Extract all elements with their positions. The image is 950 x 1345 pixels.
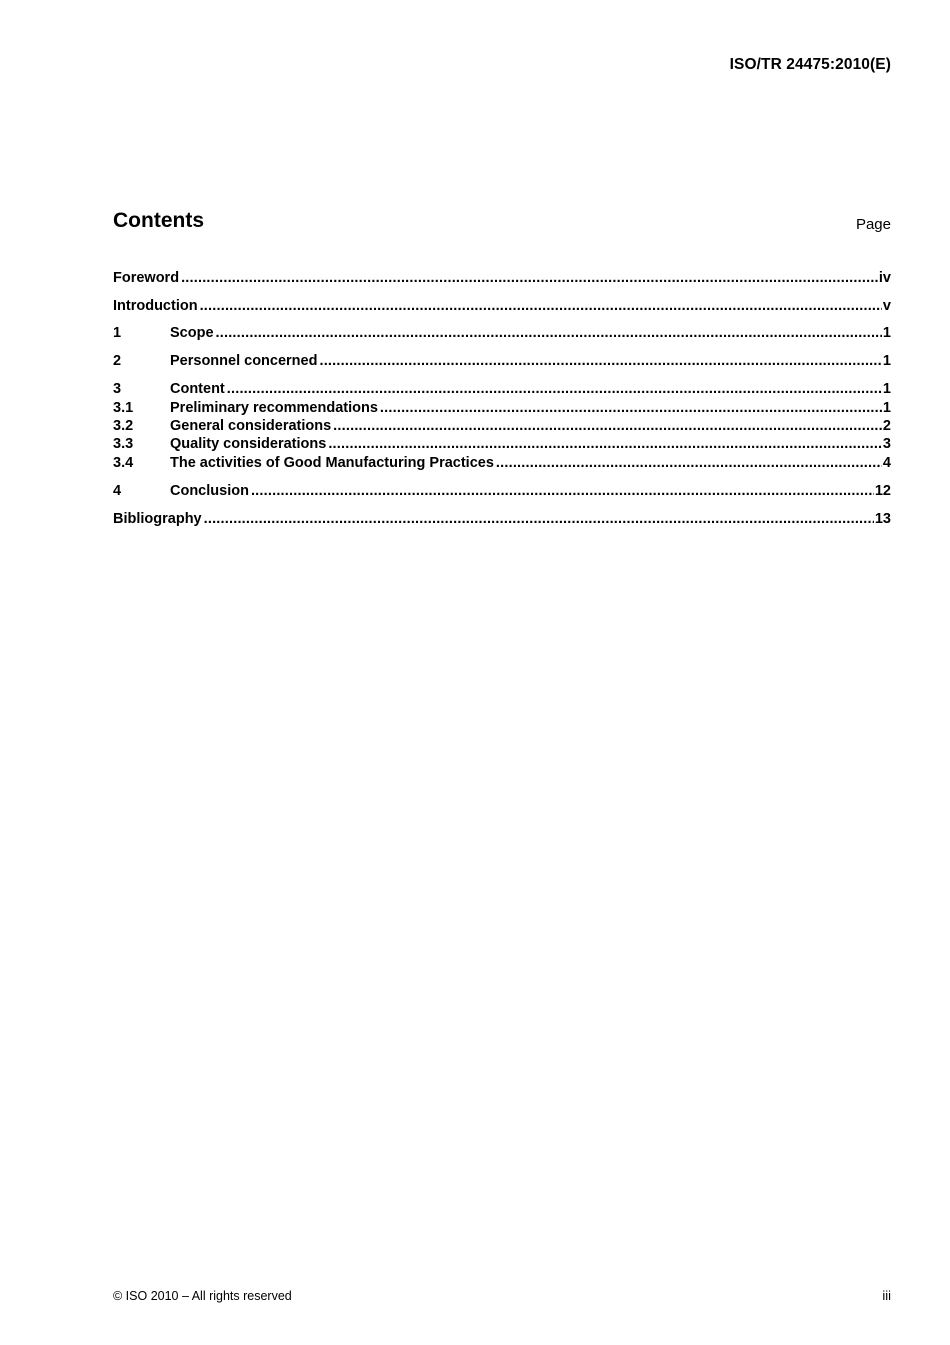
toc-entry-label: Preliminary recommendations	[170, 400, 378, 416]
contents-heading: Contents	[113, 209, 204, 232]
toc-dot-leader	[494, 455, 882, 471]
toc-entry-page: v	[882, 298, 891, 314]
toc-dot-leader	[214, 325, 882, 341]
toc-entry-page: 1	[882, 381, 891, 397]
toc-entry-label: The activities of Good Manufacturing Practices	[170, 455, 494, 471]
toc-entry-preliminary-recommendations[interactable]	[113, 400, 891, 418]
toc-entry-number: 3.1	[113, 400, 134, 416]
toc-entry-gmp-activities[interactable]	[113, 455, 891, 473]
toc-dot-leader	[225, 381, 882, 397]
toc-dot-leader	[331, 418, 882, 434]
toc-entry-page: 3	[882, 436, 891, 452]
toc-dot-leader	[326, 436, 882, 452]
page-number: iii	[882, 1288, 891, 1303]
toc-entry-content[interactable]	[113, 381, 891, 399]
toc-dot-leader	[249, 483, 874, 499]
toc-entry-page: 2	[882, 418, 891, 434]
toc-dot-leader	[378, 400, 882, 416]
toc-entry-page: iv	[878, 270, 891, 286]
toc-entry-foreword[interactable]	[113, 270, 891, 288]
toc-entry-label: Conclusion	[170, 483, 249, 499]
toc-entry-label: General considerations	[170, 418, 332, 434]
toc-entry-quality-considerations[interactable]	[113, 436, 891, 454]
toc-entry-bibliography[interactable]	[113, 511, 891, 529]
toc-dot-leader	[317, 353, 881, 369]
toc-entry-conclusion[interactable]	[113, 483, 891, 501]
toc-dot-leader	[202, 511, 874, 527]
toc-entry-label: Scope	[170, 325, 214, 341]
toc-entry-number: 1	[113, 325, 122, 341]
toc-entry-page: 4	[882, 455, 891, 471]
toc-entry-general-considerations[interactable]	[113, 418, 891, 436]
toc-dot-leader	[179, 270, 878, 286]
toc-entry-label: Bibliography	[113, 511, 202, 527]
page-column-label: Page	[855, 216, 891, 233]
toc-entry-page: 13	[874, 511, 891, 527]
toc-entry-page: 1	[882, 400, 891, 416]
toc-entry-introduction[interactable]	[113, 298, 891, 316]
toc-entry-page: 1	[882, 353, 891, 369]
toc-entry-number: 4	[113, 483, 122, 499]
toc-entry-number: 3.4	[113, 455, 134, 471]
toc-entry-label: Foreword	[113, 270, 180, 286]
toc-entry-number: 3.2	[113, 418, 134, 434]
toc-entry-label: Content	[170, 381, 225, 397]
toc-entry-label: Quality considerations	[170, 436, 327, 452]
toc-entry-page: 1	[882, 325, 891, 341]
toc-entry-label: Personnel concerned	[170, 353, 318, 369]
toc-entry-number: 2	[113, 353, 122, 369]
toc-entry-label: Introduction	[113, 298, 198, 314]
toc-entry-number: 3	[113, 381, 122, 397]
document-identifier: ISO/TR 24475:2010(E)	[729, 56, 891, 73]
table-of-contents	[113, 0, 891, 1345]
toc-entry-number: 3.3	[113, 436, 134, 452]
toc-entry-personnel-concerned[interactable]	[113, 353, 891, 371]
toc-dot-leader	[198, 298, 882, 314]
copyright-notice: © ISO 2010 – All rights reserved	[113, 1289, 292, 1303]
toc-entry-scope[interactable]	[113, 325, 891, 343]
toc-entry-page: 12	[874, 483, 891, 499]
